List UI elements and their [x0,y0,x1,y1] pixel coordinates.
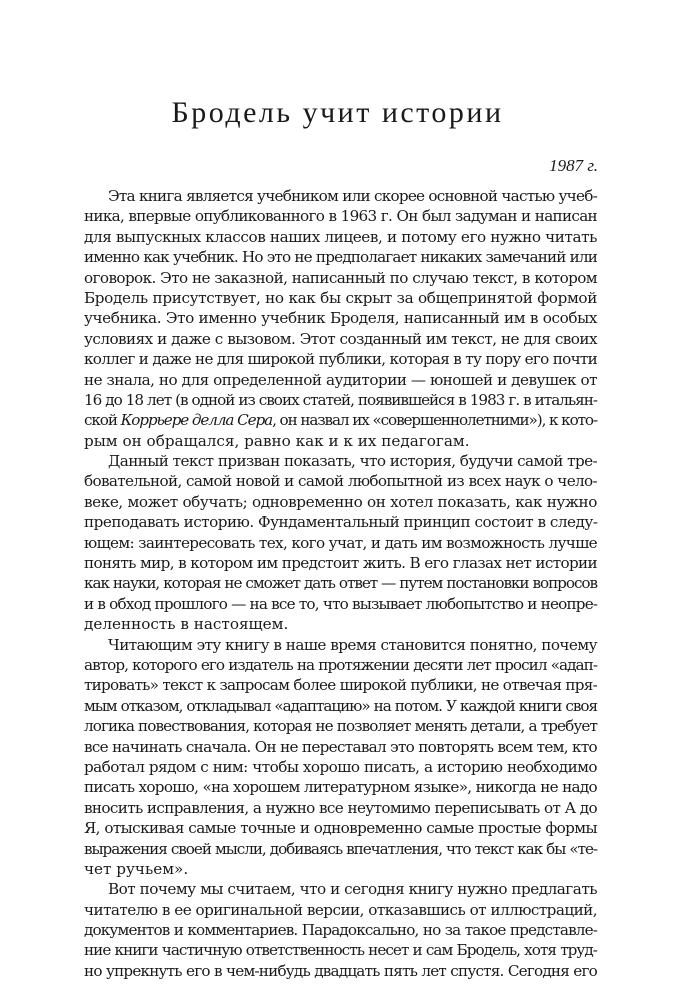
text-line: оговорок. Это не заказной, написанный по случаю текст, в котором [84,268,597,287]
text-line: Читающим эту книгу в наше время становится понятно, почему [108,635,597,654]
body-text [84,186,597,981]
text-line: читателю в ее оригинальной версии, отказавшись от иллюстраций, [84,900,597,919]
text-line: выражения своей мысли, добиваясь впечатления, что текст как бы «те- [84,839,597,858]
text-line: преподавать историю. Фундаментальный принцип состоит в следу- [84,513,598,532]
text-line: Я, отыскивая самые точные и одновременно самые простые формы [84,819,597,838]
chapter-date: 1987 г. [549,156,598,175]
text-line: ющем: заинтересовать тех, кого учат, и дать им возможность лучше [84,533,597,552]
text-line: понять мир, в котором им предстоит жить. В его глазах нет истории [84,554,597,573]
text-line: и в обход прошлого — на все то, что вызывает любопытство и неопре- [84,594,598,613]
text-line: рым он обращался, равно как и к их педагогам. [84,431,470,450]
text-line: деленность в настоящем. [84,615,289,634]
text-line: коллег и даже не для широкой публики, которая в ту пору его почти [84,350,598,369]
text-line: но упрекнуть его в чем-нибудь двадцать пять лет спустя. Сегодня его [84,961,597,980]
paragraph [84,451,597,635]
text-line: писать хорошо, «на хорошем литературном языке», никогда не надо [84,778,597,797]
text-line: мым отказом, откладывал «адаптацию» на потом. У каждой книги своя [84,696,597,715]
chapter-title: Бродель учит истории [171,96,504,129]
text-line: документов и комментариев. Парадоксально, но за такое представле- [84,921,597,940]
text-line: работал рядом с ним: чтобы хорошо писать, а историю необходимо [84,757,597,776]
text-line: автор, которого его издатель на протяжении десяти лет просил «адап- [84,655,597,674]
text-line: для выпускных классов наших лицеев, и потому его нужно читать [84,227,597,246]
text-line: ской Коррьере делла Сера, он назвал их «совершеннолетними»), к кото- [84,411,597,430]
text-line: ника, впервые опубликованного в 1963 г. Он был задуман и написан [84,207,597,226]
text-line: ние книги частичную ответственность несет и сам Бродель, хотя труд- [84,941,597,960]
text-line: чет ручьем». [84,859,189,878]
text-line: все начинать сначала. Он не переставал это повторять всем тем, кто [84,737,597,756]
text-line: 16 до 18 лет (в одной из своих статей, появившейся в 1983 г. в итальян- [84,390,597,409]
paragraph [84,635,597,880]
text-line: Бродель присутствует, но как бы скрыт за общепринятой формой [84,288,597,307]
text-line: Данный текст призван показать, что история, будучи самой тре- [108,452,597,471]
text-line: как науки, которая не сможет дать ответ — путем постановки вопросов [84,574,597,593]
text-line: веке, может обучать; одновременно он хотел показать, как нужно [84,492,597,511]
text-line: Эта книга является учебником или скорее основной частью учеб- [108,187,597,205]
text-line: учебника. Это именно учебник Броделя, написанный им в особых [84,309,597,328]
text-line: бовательной, самой новой и самой любопытной из всех наук о чело- [84,472,597,491]
text-line: не знала, но для определенной аудитории — юношей и девушек от [84,370,597,389]
text-line: условиях и даже с вызовом. Этот созданный им текст, не для своих [84,329,597,348]
paragraph [84,186,597,451]
text-line: тировать» текст к запросам более широкой публики, не отвечая пря- [84,676,597,695]
text-line: именно как учебник. Но это не предполагает никаких замечаний или [84,248,597,267]
text-line: Вот почему мы считаем, что и сегодня книгу нужно предлагать [108,880,597,899]
text-line: вносить исправления, а нужно все неутомимо переписывать от А до [84,798,597,817]
paragraph [84,879,597,981]
text-line: логика повествования, которая не позволяет менять детали, а требует [84,717,597,736]
